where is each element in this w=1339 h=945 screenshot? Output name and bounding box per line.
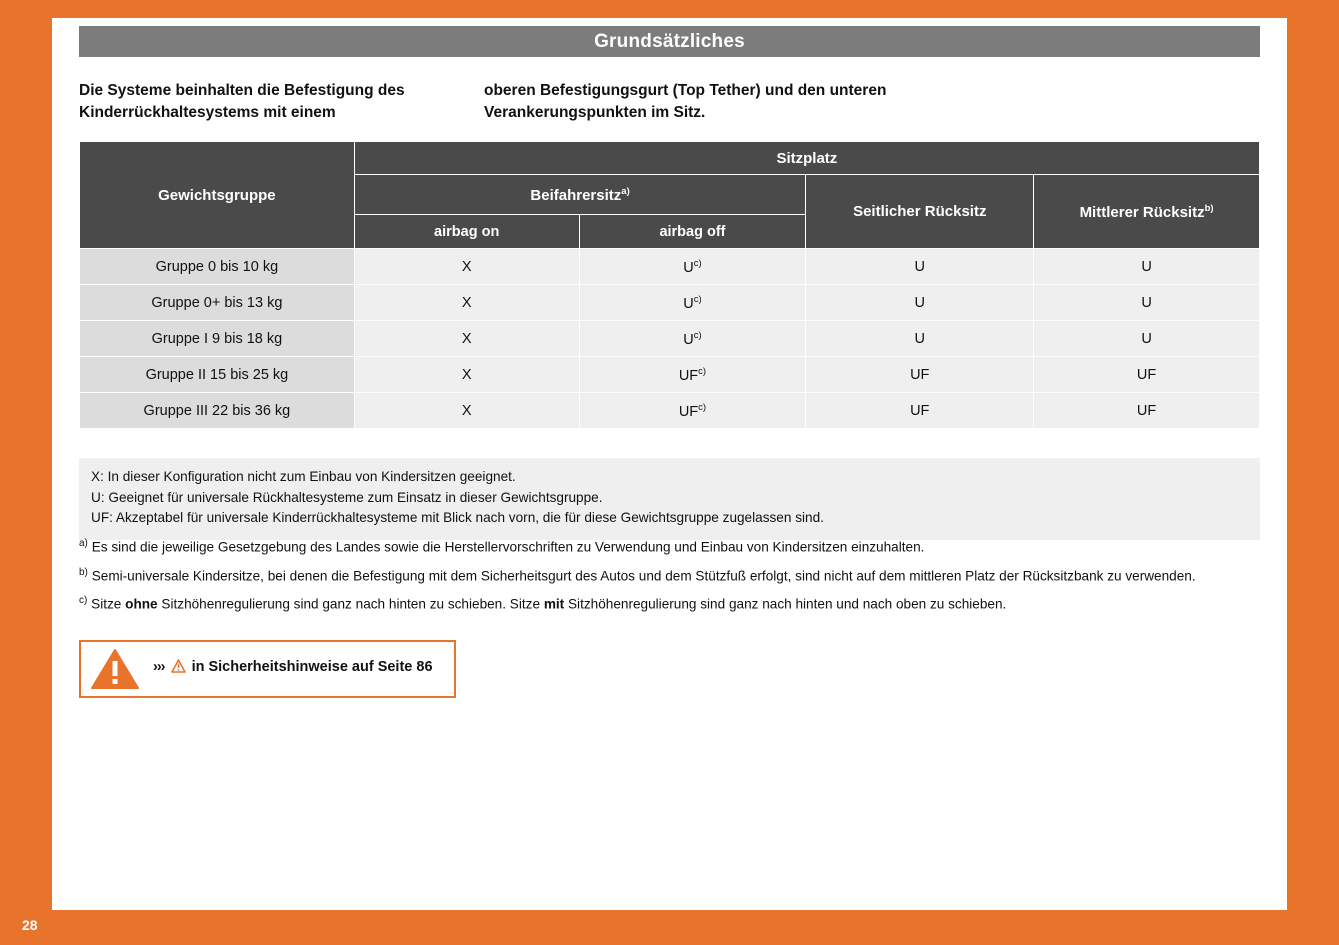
- legend-line-uf: UF: Akzeptabel für universale Kinderrückhaltesysteme mit Blick nach vorn, die für diese Gewichtsgruppe zugelassen sind.: [91, 510, 824, 526]
- intro-text: [79, 80, 1260, 125]
- page-header: [79, 26, 1260, 57]
- header-beifahrersitz-footnote: a): [621, 185, 630, 197]
- legend-line-u: U: Geeignet für universale Rückhaltesysteme zum Einsatz in dieser Gewichtsgruppe.: [91, 489, 603, 505]
- row-group-label: Gruppe III 22 bis 36 kg: [80, 393, 355, 429]
- chevron-arrows-icon: ›››: [153, 659, 165, 676]
- cell-side-rear: U: [806, 249, 1034, 285]
- cell-airbag-off-footnote: c): [698, 365, 707, 377]
- warning-triangle-icon: [91, 648, 139, 690]
- cell-airbag-on: X: [354, 357, 579, 393]
- footnote-c-bold-2: mit: [543, 596, 565, 612]
- footnote-b-text: Semi-universale Kindersitze, bei denen die Befestigung mit dem Sicherheitsgurt des Autos und dem Stützfuß erfolgt, sind nicht auf dem mittleren Platz der Rücksitzbank zu verwenden.: [91, 568, 1196, 584]
- cell-airbag-off: [579, 321, 806, 357]
- child-seat-table: [79, 141, 1260, 429]
- cell-airbag-off: [579, 393, 806, 429]
- cell-airbag-off-footnote: c): [698, 401, 707, 413]
- row-group-label: Gruppe I 9 bis 18 kg: [80, 321, 355, 357]
- small-warning-triangle-icon: [171, 659, 186, 680]
- page-number: 28: [22, 917, 38, 933]
- cell-airbag-off-value: U: [683, 259, 694, 276]
- footnote-a-text: Es sind die jeweilige Gesetzgebung des Landes sowie die Herstellervorschriften zu Verwendung und Einbau von Kindersitzen einzuhalten.: [91, 539, 925, 555]
- cell-middle-rear: UF: [1034, 393, 1260, 429]
- cell-middle-rear: U: [1034, 285, 1260, 321]
- table-row: [80, 285, 1260, 321]
- cell-airbag-on: X: [354, 393, 579, 429]
- header-airbag-on: airbag on: [354, 215, 579, 249]
- cell-side-rear: UF: [806, 393, 1034, 429]
- header-airbag-off: airbag off: [579, 215, 806, 249]
- cell-middle-rear: UF: [1034, 357, 1260, 393]
- warning-reference-text: [153, 658, 433, 680]
- document-page: [52, 18, 1287, 910]
- cell-airbag-off-footnote: c): [693, 257, 702, 269]
- warning-reference-label: in Sicherheitshinweise auf Seite 86: [191, 659, 433, 676]
- table-row: [80, 321, 1260, 357]
- footnote-c-bold-1: ohne: [125, 596, 158, 612]
- footnotes: [79, 536, 1260, 622]
- row-group-label: Gruppe II 15 bis 25 kg: [80, 357, 355, 393]
- table-legend: [79, 458, 1260, 540]
- cell-airbag-off-value: U: [683, 295, 694, 312]
- cell-airbag-off-value: UF: [678, 367, 699, 384]
- footnote-a: [79, 536, 1260, 558]
- header-beifahrersitz-label: Beifahrersitz: [530, 186, 622, 204]
- cell-airbag-off-value: U: [683, 331, 694, 348]
- cell-side-rear: UF: [806, 357, 1034, 393]
- row-group-label: Gruppe 0 bis 10 kg: [80, 249, 355, 285]
- header-beifahrersitz: [354, 175, 806, 215]
- footnote-a-mark: a): [79, 538, 88, 549]
- warning-reference-box[interactable]: [79, 640, 456, 698]
- cell-airbag-off: [579, 285, 806, 321]
- cell-middle-rear: U: [1034, 321, 1260, 357]
- header-seitlicher-ruecksitz: Seitlicher Rücksitz: [806, 175, 1034, 249]
- cell-side-rear: U: [806, 285, 1034, 321]
- cell-airbag-off: [579, 249, 806, 285]
- footnote-c-text-2: Sitzhöhenregulierung sind ganz nach hinten zu schieben. Sitze: [161, 596, 541, 612]
- footnote-c-text-3: Sitzhöhenregulierung sind ganz nach hinten und nach oben zu schieben.: [567, 596, 1007, 612]
- cell-airbag-off-value: UF: [678, 403, 699, 420]
- table-row: [80, 249, 1260, 285]
- intro-column-2: oberen Befestigungsgurt (Top Tether) und den unteren Verankerungspunkten im Sitz.: [484, 82, 887, 122]
- intro-column-1: Die Systeme beinhalten die Befestigung des Kinderrückhaltesystems mit einem: [79, 82, 405, 122]
- row-group-label: Gruppe 0+ bis 13 kg: [80, 285, 355, 321]
- footnote-c-mark: c): [79, 595, 88, 607]
- header-title: Grundsätzliches: [594, 30, 745, 52]
- header-mittlerer-ruecksitz: [1034, 175, 1260, 249]
- cell-airbag-off-footnote: c): [693, 293, 702, 305]
- footnote-b: [79, 565, 1260, 587]
- header-mittlerer-ruecksitz-footnote: b): [1204, 202, 1214, 214]
- cell-middle-rear: U: [1034, 249, 1260, 285]
- table-row: [80, 357, 1260, 393]
- table-header-row-1: [80, 142, 1260, 175]
- header-mittlerer-ruecksitz-label: Mittlerer Rücksitz: [1079, 203, 1205, 221]
- legend-line-x: X: In dieser Konfiguration nicht zum Einbau von Kindersitzen geeignet.: [91, 469, 516, 484]
- footnote-b-mark: b): [79, 566, 88, 578]
- footnote-c-text-1: Sitze: [91, 596, 122, 612]
- cell-airbag-off: [579, 357, 806, 393]
- cell-airbag-on: X: [354, 285, 579, 321]
- cell-airbag-on: X: [354, 249, 579, 285]
- cell-side-rear: U: [806, 321, 1034, 357]
- header-sitzplatz: Sitzplatz: [354, 142, 1259, 175]
- table-row: [80, 393, 1260, 429]
- cell-airbag-off-footnote: c): [693, 329, 702, 341]
- header-gewichtsgruppe: Gewichtsgruppe: [80, 142, 355, 249]
- footnote-c: [79, 593, 1260, 615]
- cell-airbag-on: X: [354, 321, 579, 357]
